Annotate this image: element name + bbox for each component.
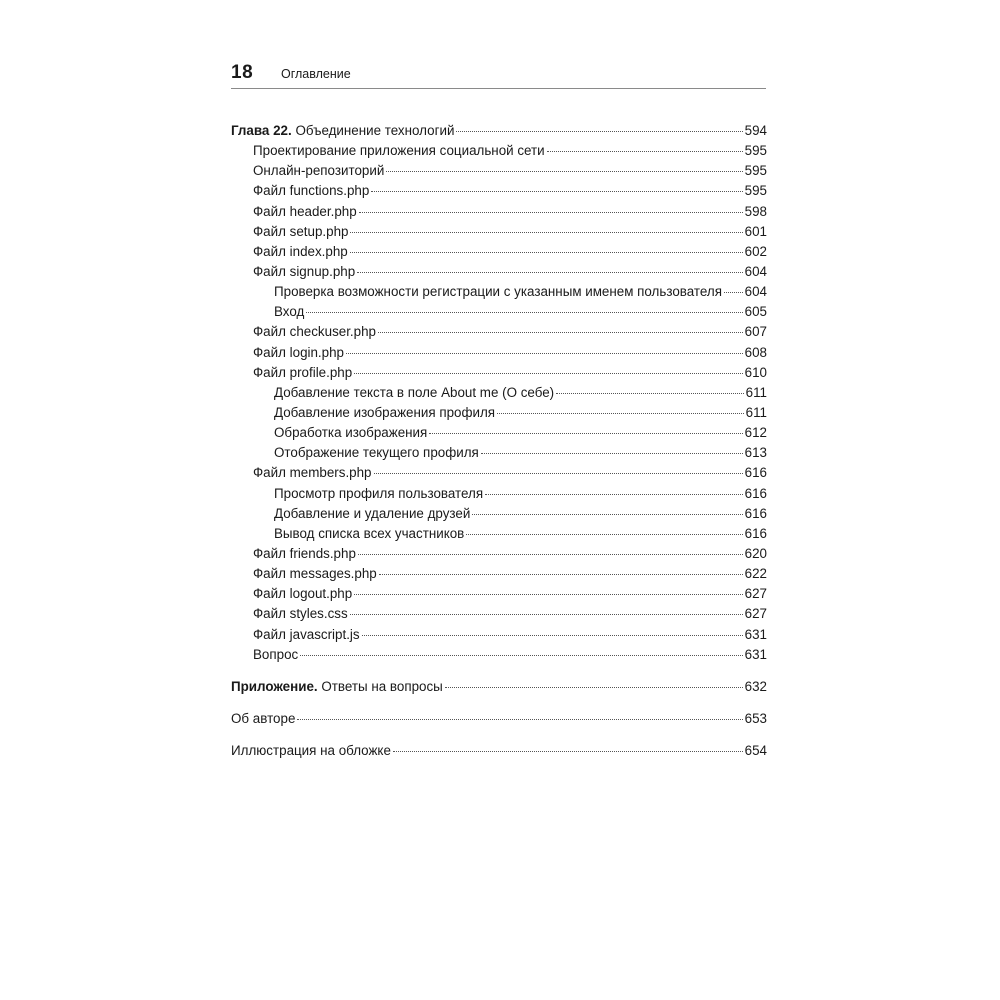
- toc-entry-title: Файл styles.css: [253, 606, 348, 622]
- toc-page-number: 632: [744, 678, 767, 694]
- toc-entry-title: Файл members.php: [253, 465, 372, 481]
- dot-leader: [386, 171, 742, 172]
- toc-entry-title: Добавление и удаление друзей: [274, 505, 471, 521]
- toc-page-number: 631: [744, 626, 767, 642]
- toc-page-number: 611: [745, 384, 767, 400]
- dot-leader: [472, 514, 742, 515]
- running-title: Оглавление: [281, 67, 351, 81]
- toc-subentry[interactable]: [231, 423, 767, 443]
- dot-leader: [359, 212, 743, 213]
- toc-entry-title: Просмотр профиля пользователя: [274, 485, 484, 501]
- toc-entry-title: Об авторе: [231, 710, 296, 726]
- toc-page-number: 598: [744, 203, 767, 219]
- toc-page-number: 627: [744, 606, 767, 622]
- toc-page-number: 607: [744, 324, 767, 340]
- toc-entry[interactable]: [231, 564, 767, 584]
- toc-entry-title: Файл index.php: [253, 243, 348, 259]
- toc-page-number: 604: [744, 263, 767, 279]
- toc-appendix[interactable]: [231, 677, 767, 697]
- toc-page-number: 627: [744, 586, 767, 602]
- toc-entry-title: Вывод списка всех участников: [274, 525, 465, 541]
- dot-leader: [346, 353, 743, 354]
- toc-entry[interactable]: [231, 262, 767, 282]
- toc-entry-title: Файл header.php: [253, 203, 357, 219]
- toc-chapter-22[interactable]: [231, 121, 767, 141]
- dot-leader: [297, 719, 742, 720]
- toc-entry-title: Файл logout.php: [253, 586, 353, 602]
- toc-page-number: 595: [744, 163, 767, 179]
- toc-entry-title: Файл login.php: [253, 344, 344, 360]
- toc-page-number: 601: [744, 223, 767, 239]
- toc-entry-title: Вопрос: [253, 646, 299, 662]
- toc-entry[interactable]: [231, 181, 767, 201]
- toc-entry-title: Файл javascript.js: [253, 626, 360, 642]
- toc-entry[interactable]: [231, 363, 767, 383]
- toc-page-number: 594: [744, 123, 767, 138]
- dot-leader: [350, 232, 742, 233]
- toc-entry[interactable]: [231, 202, 767, 222]
- toc-entry-title: Добавление изображения профиля: [274, 404, 496, 420]
- toc-entry[interactable]: [231, 222, 767, 242]
- dot-leader: [300, 655, 742, 656]
- toc-subentry[interactable]: [231, 484, 767, 504]
- toc-subentry[interactable]: [231, 524, 767, 544]
- toc-page-number: 616: [744, 505, 767, 521]
- toc-entry[interactable]: [231, 645, 767, 665]
- dot-leader: [350, 252, 743, 253]
- toc-entry[interactable]: [231, 584, 767, 604]
- toc-entry-title: Файл messages.php: [253, 566, 377, 582]
- toc-page-number: 602: [744, 243, 767, 259]
- page-number: 18: [231, 62, 254, 83]
- toc-cover-illustration[interactable]: [231, 741, 767, 761]
- toc-page-number: 612: [744, 425, 767, 441]
- dot-leader: [354, 373, 742, 374]
- toc-entry-title: Отображение текущего профиля: [274, 445, 479, 461]
- toc-page-number: 653: [744, 710, 767, 726]
- dot-leader: [378, 332, 743, 333]
- toc-page-number: 604: [744, 284, 767, 300]
- dot-leader: [374, 473, 743, 474]
- toc-entry[interactable]: [231, 625, 767, 645]
- toc-page-number: 616: [744, 525, 767, 541]
- appendix-prefix: Приложение.: [231, 678, 318, 694]
- dot-leader: [306, 312, 742, 313]
- toc-page-number: 610: [744, 364, 767, 380]
- dot-leader: [445, 687, 743, 688]
- dot-leader: [429, 433, 742, 434]
- toc-entry[interactable]: [231, 544, 767, 564]
- toc-page-number: 631: [744, 646, 767, 662]
- toc-subentry[interactable]: [231, 403, 767, 423]
- toc-subentry[interactable]: [231, 282, 767, 302]
- toc-page-number: 622: [744, 566, 767, 582]
- dot-leader: [350, 614, 743, 615]
- toc-page-number: 616: [744, 465, 767, 481]
- toc-subentry[interactable]: [231, 383, 767, 403]
- dot-leader: [481, 453, 743, 454]
- toc-entry-title: Файл signup.php: [253, 263, 356, 279]
- dot-leader: [358, 554, 743, 555]
- toc-entry[interactable]: [231, 161, 767, 181]
- toc-entry-title: Иллюстрация на обложке: [231, 743, 391, 759]
- dot-leader: [497, 413, 744, 414]
- toc-entry-title: [231, 677, 443, 697]
- toc-page-number: 608: [744, 344, 767, 360]
- toc-entry-title: Обработка изображения: [274, 425, 428, 441]
- toc-entry-title: Проверка возможности регистрации с указанным именем пользователя: [274, 284, 722, 300]
- toc-entry[interactable]: [231, 242, 767, 262]
- toc-about-author[interactable]: [231, 709, 767, 729]
- toc-subentry[interactable]: [231, 504, 767, 524]
- toc-entry-title: Проектирование приложения социальной сети: [253, 143, 545, 159]
- dot-leader: [379, 574, 743, 575]
- dot-leader: [362, 635, 743, 636]
- toc-subentry[interactable]: [231, 443, 767, 463]
- dot-leader: [556, 393, 744, 394]
- chapter-prefix: Глава 22.: [231, 123, 292, 138]
- toc-page-number: 616: [744, 485, 767, 501]
- toc-entry-title: Файл checkuser.php: [253, 324, 376, 340]
- toc-entry[interactable]: [231, 463, 767, 483]
- toc-entry-title: [231, 121, 454, 141]
- toc-entry[interactable]: [231, 141, 767, 161]
- dot-leader: [466, 534, 742, 535]
- toc-page-number: 595: [744, 143, 767, 159]
- toc-entry-title: Файл friends.php: [253, 545, 356, 561]
- dot-leader: [393, 751, 743, 752]
- toc-entry[interactable]: [231, 343, 767, 363]
- toc-entry-title: Вход: [274, 304, 305, 320]
- toc-entry-title: Добавление текста в поле About me (О себе): [274, 384, 555, 400]
- toc-entry[interactable]: [231, 604, 767, 624]
- dot-leader: [357, 272, 742, 273]
- toc-entry-title: Файл setup.php: [253, 223, 349, 239]
- dot-leader: [354, 594, 742, 595]
- toc-page-number: 654: [744, 743, 767, 759]
- toc-entry-title: Онлайн-репозиторий: [253, 163, 385, 179]
- dot-leader: [547, 151, 743, 152]
- dot-leader: [724, 292, 743, 293]
- toc-page-number: 611: [745, 404, 767, 420]
- toc-entry[interactable]: [231, 322, 767, 342]
- appendix-title: Ответы на вопросы: [321, 678, 443, 694]
- toc-page-number: 613: [744, 445, 767, 461]
- toc-page-number: 605: [744, 304, 767, 320]
- toc-page-number: 620: [744, 545, 767, 561]
- toc-entry-title: Файл profile.php: [253, 364, 353, 380]
- chapter-title: Объединение технологий: [295, 123, 455, 138]
- dot-leader: [456, 131, 742, 132]
- dot-leader: [371, 191, 742, 192]
- toc-subentry[interactable]: [231, 302, 767, 322]
- toc-page-number: 595: [744, 183, 767, 199]
- page-header: [231, 62, 766, 89]
- dot-leader: [485, 494, 743, 495]
- toc-entry-title: Файл functions.php: [253, 183, 370, 199]
- table-of-contents: [231, 121, 767, 761]
